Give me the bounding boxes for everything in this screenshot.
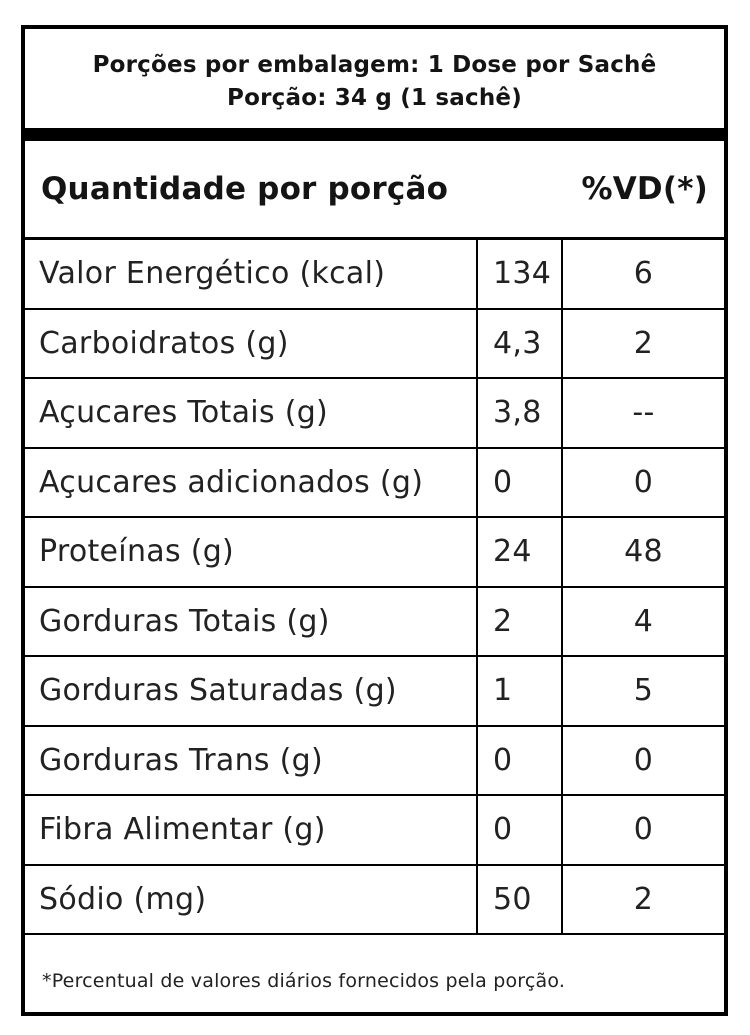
nutrient-dv: 0 xyxy=(561,727,724,795)
nutrient-row xyxy=(25,310,724,380)
nutrient-amount: 0 xyxy=(476,727,561,795)
footnote-text: *Percentual de valores diários fornecidos pela porção. xyxy=(42,969,566,992)
nutrient-amount: 0 xyxy=(476,796,561,864)
daily-value-header: %VD(*) xyxy=(581,171,708,207)
table-column-header xyxy=(25,141,724,237)
nutrient-dv: 48 xyxy=(561,518,724,586)
nutrient-name: Gorduras Totais (g) xyxy=(39,603,330,639)
nutrition-facts-label xyxy=(21,25,728,1016)
nutrient-name: Gorduras Saturadas (g) xyxy=(39,673,397,709)
nutrient-name: Fibra Alimentar (g) xyxy=(39,812,326,848)
package-header xyxy=(25,29,724,115)
nutrient-dv: 6 xyxy=(561,240,724,308)
daily-value-footnote xyxy=(25,935,724,1012)
nutrient-amount: 50 xyxy=(476,866,561,934)
divider-bar xyxy=(25,128,724,141)
nutrient-name: Gorduras Trans (g) xyxy=(39,742,324,778)
nutrient-row xyxy=(25,240,724,310)
nutrient-row xyxy=(25,379,724,449)
quantity-per-serving-header: Quantidade por porção xyxy=(41,171,449,207)
serving-size: Porção: 34 g (1 sachê) xyxy=(227,85,522,111)
nutrient-amount: 134 xyxy=(476,240,561,308)
nutrient-name: Açucares Totais (g) xyxy=(39,395,329,431)
nutrient-dv: -- xyxy=(561,379,724,447)
nutrient-row xyxy=(25,727,724,797)
nutrient-row xyxy=(25,449,724,519)
nutrient-amount: 4,3 xyxy=(476,310,561,378)
nutrient-amount: 1 xyxy=(476,657,561,725)
nutrient-row xyxy=(25,796,724,866)
nutrient-dv: 4 xyxy=(561,588,724,656)
nutrient-dv: 2 xyxy=(561,866,724,934)
nutrient-row xyxy=(25,866,724,936)
label-inner xyxy=(25,29,724,1012)
servings-per-package: Porções por embalagem: 1 Dose por Sachê xyxy=(92,52,657,78)
nutrient-name: Carboidratos (g) xyxy=(39,325,289,361)
nutrient-amount: 3,8 xyxy=(476,379,561,447)
nutrient-amount: 24 xyxy=(476,518,561,586)
nutrient-name: Valor Energético (kcal) xyxy=(39,256,386,292)
nutrient-dv: 0 xyxy=(561,449,724,517)
nutrient-amount: 0 xyxy=(476,449,561,517)
nutrient-name: Proteínas (g) xyxy=(39,534,235,570)
nutrient-table xyxy=(25,237,724,935)
nutrient-row xyxy=(25,518,724,588)
nutrient-dv: 5 xyxy=(561,657,724,725)
nutrient-amount: 2 xyxy=(476,588,561,656)
nutrient-dv: 0 xyxy=(561,796,724,864)
nutrient-row xyxy=(25,588,724,658)
nutrient-name: Sódio (mg) xyxy=(39,881,207,917)
nutrient-row xyxy=(25,657,724,727)
nutrient-dv: 2 xyxy=(561,310,724,378)
nutrient-name: Açucares adicionados (g) xyxy=(39,464,424,500)
